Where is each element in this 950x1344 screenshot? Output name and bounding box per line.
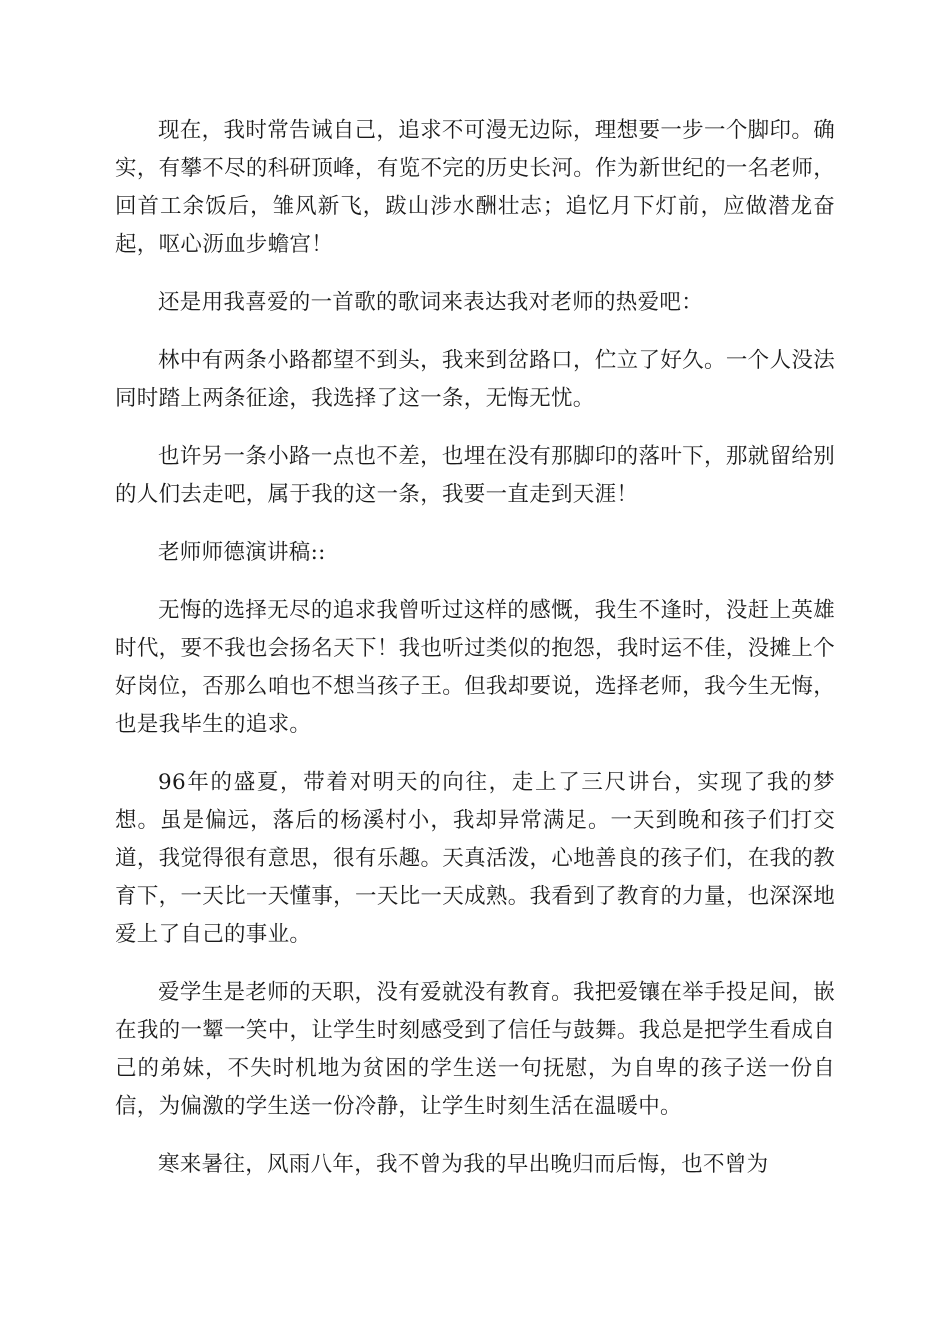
paragraph: 96年的盛夏，带着对明天的向往，走上了三尺讲台，实现了我的梦想。虽是偏远，落后的杨溪村小，我却异常满足。一天到晚和孩子们打交道，我觉得很有意思，很有乐趣。天真活泼，心地善良的孩子们，在我的教育下，一天比一天懂事，一天比一天成熟。我看到了教育的力量，也深深地爱上了自己的事业。: [115, 770, 835, 947]
paragraph: 爱学生是老师的天职，没有爱就没有教育。我把爱镶在举手投足间，嵌在我的一颦一笑中，让学生时刻感受到了信任与鼓舞。我总是把学生看成自己的弟妹，不失时机地为贫困的学生送一句抚慰，为自卑的孩子送一份自信，为偏激的学生送一份冷静，让学生时刻生活在温暖中。: [115, 980, 835, 1119]
section-heading: 老师师德演讲稿::: [158, 540, 326, 565]
paragraph: 林中有两条小路都望不到头，我来到岔路口，伫立了好久。一个人没法同时踏上两条征途，我选择了这一条，无悔无忧。: [115, 348, 835, 411]
paragraph: 现在，我时常告诫自己，追求不可漫无边际，理想要一步一个脚印。确实，有攀不尽的科研顶峰，有览不完的历史长河。作为新世纪的一名老师，回首工余饭后，雏风新飞，跋山涉水酬壮志；追忆月下灯前，应做潜龙奋起，呕心沥血步蟾宫！: [115, 118, 835, 257]
paragraph: 寒来暑往，风雨八年，我不曾为我的早出晚归而后悔，也不曾为: [158, 1152, 769, 1177]
paragraph: 还是用我喜爱的一首歌的歌词来表达我对老师的热爱吧：: [158, 290, 704, 315]
paragraph: 无悔的选择无尽的追求我曾听过这样的感慨，我生不逢时，没赶上英雄时代，要不我也会扬名天下！我也听过类似的抱怨，我时运不佳，没摊上个好岗位，否那么咱也不想当孩子王。但我却要说，选择老师，我今生无悔，也是我毕生的追求。: [115, 598, 835, 737]
paragraph: 也许另一条小路一点也不差，也埋在没有那脚印的落叶下，那就留给别的人们去走吧，属于我的这一条，我要一直走到天涯！: [115, 444, 835, 507]
document-body: [115, 112, 835, 1204]
